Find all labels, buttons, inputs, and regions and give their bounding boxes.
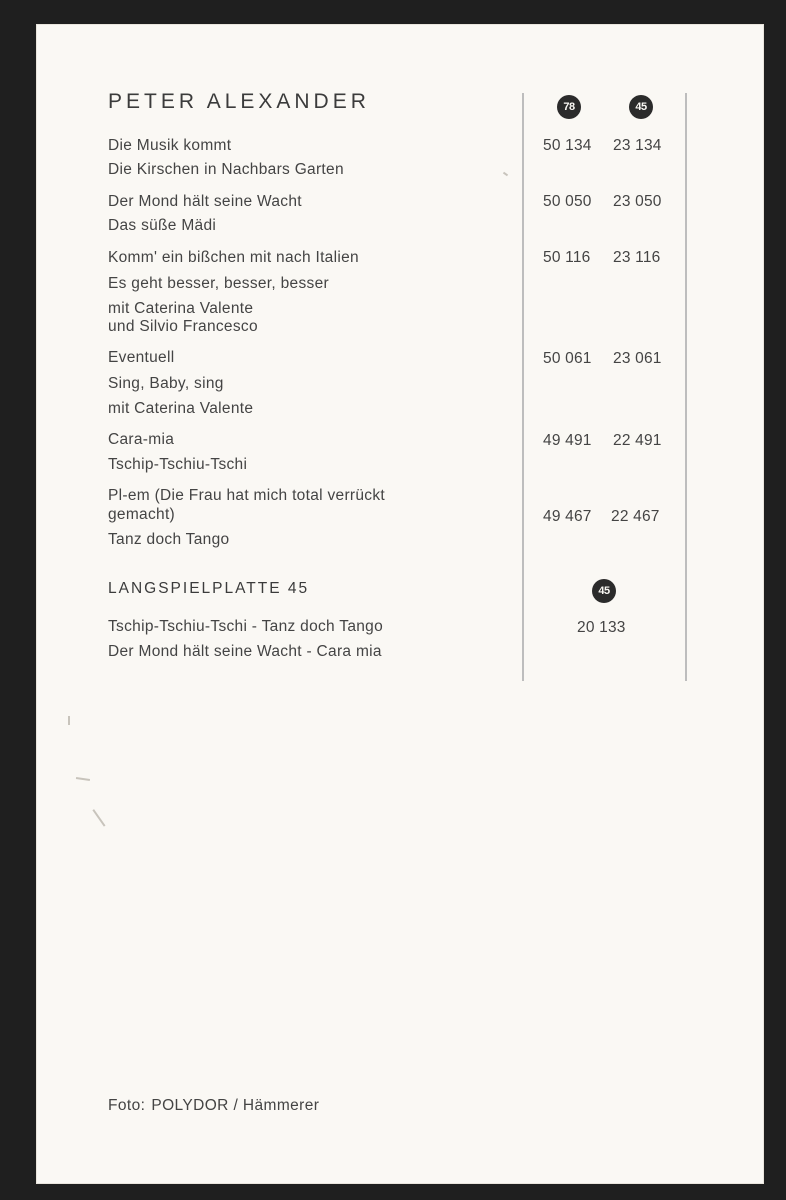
catalog-number-45: 22 491	[613, 432, 662, 449]
song-title: gemacht)	[108, 506, 176, 523]
song-title: Tschip-Tschiu-Tschi	[108, 456, 248, 473]
song-credit: mit Caterina Valente	[108, 300, 254, 317]
song-title: Tanz doch Tango	[108, 531, 230, 548]
column-divider-right	[685, 93, 687, 681]
lp-45-badge: 45	[592, 579, 616, 603]
catalog-number-78: 50 116	[543, 249, 591, 266]
catalog-number-78: 50 134	[543, 137, 592, 154]
catalog-number-78: 50 061	[543, 350, 592, 367]
catalog-number-78: 49 491	[543, 432, 592, 449]
lp-track-line: Der Mond hält seine Wacht - Cara mia	[108, 643, 382, 660]
lp-catalog-number: 20 133	[577, 619, 626, 636]
artist-title: PETER ALEXANDER	[108, 90, 370, 113]
rpm-45-badge: 45	[629, 95, 653, 119]
photo-credit-label: Foto:	[108, 1097, 146, 1114]
catalog-number-78: 50 050	[543, 193, 592, 210]
song-title: Das süße Mädi	[108, 217, 217, 234]
column-divider-left	[522, 93, 524, 681]
song-title: Der Mond hält seine Wacht	[108, 193, 302, 210]
lp-section-heading: LANGSPIELPLATTE 45	[108, 580, 310, 597]
song-title: Sing, Baby, sing	[108, 375, 224, 392]
rpm-78-badge: 78	[557, 95, 581, 119]
song-title: Die Kirschen in Nachbars Garten	[108, 161, 344, 178]
catalog-number-45: 23 061	[613, 350, 662, 367]
song-title: Die Musik kommt	[108, 137, 232, 154]
song-credit: und Silvio Francesco	[108, 318, 258, 335]
catalog-number-45: 22 467	[611, 508, 660, 525]
photo-credit	[108, 1097, 325, 1115]
photo-credit-source: POLYDOR / Hämmerer	[151, 1097, 320, 1114]
song-title: Cara-mia	[108, 431, 175, 448]
paper-speck	[68, 716, 70, 725]
song-title: Es geht besser, besser, besser	[108, 275, 329, 292]
catalog-number-45: 23 116	[613, 249, 661, 266]
catalog-number-45: 23 050	[613, 193, 662, 210]
song-title: Komm' ein bißchen mit nach Italien	[108, 249, 359, 266]
lp-track-line: Tschip-Tschiu-Tschi - Tanz doch Tango	[108, 618, 384, 635]
song-credit: mit Caterina Valente	[108, 400, 254, 417]
song-title: Eventuell	[108, 349, 175, 366]
song-title: Pl-em (Die Frau hat mich total verrückt	[108, 487, 385, 504]
catalog-number-78: 49 467	[543, 508, 592, 525]
catalog-number-45: 23 134	[613, 137, 662, 154]
